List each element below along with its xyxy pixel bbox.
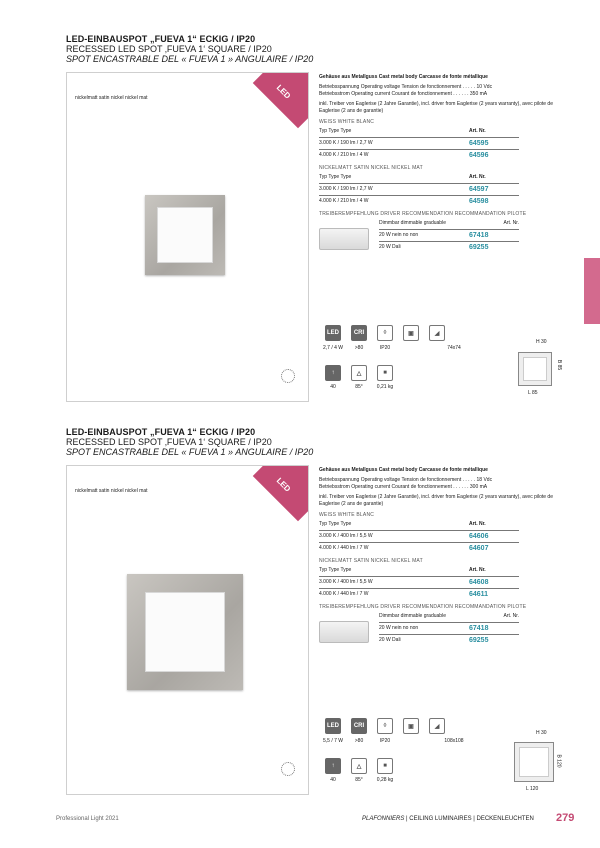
table-row: 3.000 K / 190 lm / 2,7 W 64595	[319, 140, 489, 147]
weight-icon: ■	[377, 758, 393, 774]
section-nickel: NICKELMATT SATIN NICKEL NICKEL MAT	[319, 165, 423, 171]
product-title-de: LED-EINBAUSPOT „FUEVA 1“ ECKIG / IP20	[66, 427, 256, 437]
section-tab	[584, 258, 600, 324]
product-image-frame-2	[66, 465, 309, 795]
dimension-b: B 85	[556, 359, 563, 371]
product-title-fr: SPOT ENCASTRABLE DEL « FUEVA 1 » ANGULAIRE / IP20	[66, 54, 314, 64]
finish-label: nickelmatt satin nickel nickel mat	[75, 95, 148, 101]
table-row: 4.000 K / 440 lm / 7 W 64607	[319, 542, 519, 554]
product-image-frame-1	[66, 72, 309, 402]
driver-table-header: Dimmbar dimmable graduable Art. Nr.	[379, 218, 519, 230]
table-row: 4.000 K / 210 lm / 4 W 64596	[319, 149, 519, 161]
driver-note: inkl. Treiber von Eaglerise (2 Jahre Garantie), incl. driver from Eaglerise (2 years warranty), avec pilote de Eaglerise (2 ans de garantie)	[319, 494, 553, 507]
cri-icon: CRI	[351, 325, 367, 341]
qr-code-icon	[281, 762, 295, 776]
product-photo	[145, 195, 225, 275]
table-row: 4.000 K / 210 lm / 4 W 64598	[319, 195, 519, 207]
hours-icon: ↑	[325, 365, 341, 381]
driver-row: 20 W Dali 69255	[379, 634, 519, 646]
driver-row: 20 W Dali 69255	[379, 241, 519, 253]
table-header: Typ Type Type Art. Nr.	[319, 126, 519, 138]
cutout-size-icon: ◢	[429, 325, 445, 341]
dimension-b: B 120	[555, 754, 562, 768]
feature-values-1: 2,7 / 4 W >80 IP20 74x74	[322, 345, 461, 351]
drop-icon: ◊	[377, 718, 393, 734]
driver-table-header: Dimmbar dimmable graduable Art. Nr.	[379, 611, 519, 623]
product-photo	[127, 574, 243, 690]
current-text: Betriebsstrom Operating current Courant de fonctionnement . . . . . . 300 mA	[319, 484, 488, 490]
table-row: 3.000 K / 400 lm / 5,5 W 64606	[319, 533, 489, 540]
square-cutout-icon: ▣	[403, 325, 419, 341]
housing-text: Gehäuse aus Metallguss Cast metal body Carcasse de fonte métallique	[319, 74, 488, 80]
section-nickel: NICKELMATT SATIN NICKEL NICKEL MAT	[319, 558, 423, 564]
section-driver: TREIBEREMPFEHLUNG DRIVER RECOMMENDATION RECOMMANDATION PILOTE	[319, 211, 527, 217]
led-icon: LED	[325, 718, 341, 734]
table-header: Typ Type Type Art. Nr.	[319, 565, 519, 577]
cutout-size-icon: ◢	[429, 718, 445, 734]
led-badge: LED	[253, 72, 309, 128]
hours-icon: ↑	[325, 758, 341, 774]
housing-text: Gehäuse aus Metallguss Cast metal body Carcasse de fonte métallique	[319, 467, 488, 473]
specs-2	[319, 467, 566, 661]
table-header: Typ Type Type Art. Nr.	[319, 519, 519, 531]
table-header: Typ Type Type Art. Nr.	[319, 172, 519, 184]
product-block-1	[66, 34, 566, 64]
driver-row: 20 W nein no non 67418	[379, 232, 489, 239]
weight-icon: ■	[377, 365, 393, 381]
feature-icons-1	[325, 325, 445, 341]
finish-label: nickelmatt satin nickel nickel mat	[75, 488, 148, 494]
driver-note: inkl. Treiber von Eaglerise (2 Jahre Garantie), incl. driver from Eaglerise (2 years warranty), avec pilote de Eaglerise (2 ans de garantie)	[319, 101, 553, 114]
product-title-fr: SPOT ENCASTRABLE DEL « FUEVA 1 » ANGULAIRE / IP20	[66, 447, 314, 457]
dimension-l: L 120	[526, 786, 539, 792]
voltage-text: Betriebsspannung Operating voltage Tension de fonctionnement . . . . . 10 Vdc	[319, 84, 493, 90]
current-text: Betriebsstrom Operating current Courant de fonctionnement . . . . . . 350 mA	[319, 91, 488, 97]
table-row: 4.000 K / 440 lm / 7 W 64611	[319, 588, 519, 600]
voltage-text: Betriebsspannung Operating voltage Tension de fonctionnement . . . . . 18 Vdc	[319, 477, 493, 483]
dimension-h: H 30	[536, 339, 547, 345]
dimension-drawing	[514, 742, 554, 782]
product-title-en: RECESSED LED SPOT ‚FUEVA 1‘ SQUARE / IP20	[66, 437, 272, 447]
driver-row: 20 W nein no non 67418	[379, 625, 489, 632]
cri-icon: CRI	[351, 718, 367, 734]
section-white: WEISS WHITE BLANC	[319, 512, 375, 518]
feature-values-1b: 40 85° 0,21 kg	[330, 384, 394, 390]
footer-category: PLAFONNIERS | CEILING LUMINAIRES | DECKENLEUCHTEN	[362, 816, 534, 822]
product-title-de: LED-EINBAUSPOT „FUEVA 1“ ECKIG / IP20	[66, 34, 256, 44]
specs-1	[319, 74, 566, 268]
feature-icons-2	[325, 718, 445, 734]
section-driver: TREIBEREMPFEHLUNG DRIVER RECOMMENDATION RECOMMANDATION PILOTE	[319, 604, 527, 610]
feature-values-2b: 40 85° 0,28 kg	[330, 777, 394, 783]
led-icon: LED	[325, 325, 341, 341]
product-title-en: RECESSED LED SPOT ‚FUEVA 1‘ SQUARE / IP20	[66, 44, 272, 54]
feature-icons-1b	[325, 365, 393, 381]
driver-photo	[319, 228, 369, 250]
table-row: 3.000 K / 190 lm / 2,7 W 64597	[319, 186, 489, 193]
dimension-h: H 30	[536, 730, 547, 736]
feature-values-2: 5,5 / 7 W >80 IP20 108x108	[322, 738, 464, 744]
feature-icons-2b	[325, 758, 393, 774]
qr-code-icon	[281, 369, 295, 383]
dimension-drawing	[518, 352, 552, 386]
page-number: 279	[556, 812, 575, 824]
beam-angle-icon: △	[351, 365, 367, 381]
driver-photo	[319, 621, 369, 643]
section-white: WEISS WHITE BLANC	[319, 119, 375, 125]
product-block-2	[66, 427, 566, 457]
footer-brand: Professional Light 2021	[56, 816, 119, 822]
led-badge: LED	[253, 465, 309, 521]
beam-angle-icon: △	[351, 758, 367, 774]
table-row: 3.000 K / 400 lm / 5,5 W 64608	[319, 579, 489, 586]
square-cutout-icon: ▣	[403, 718, 419, 734]
drop-icon: ◊	[377, 325, 393, 341]
dimension-l: L 85	[528, 390, 538, 396]
